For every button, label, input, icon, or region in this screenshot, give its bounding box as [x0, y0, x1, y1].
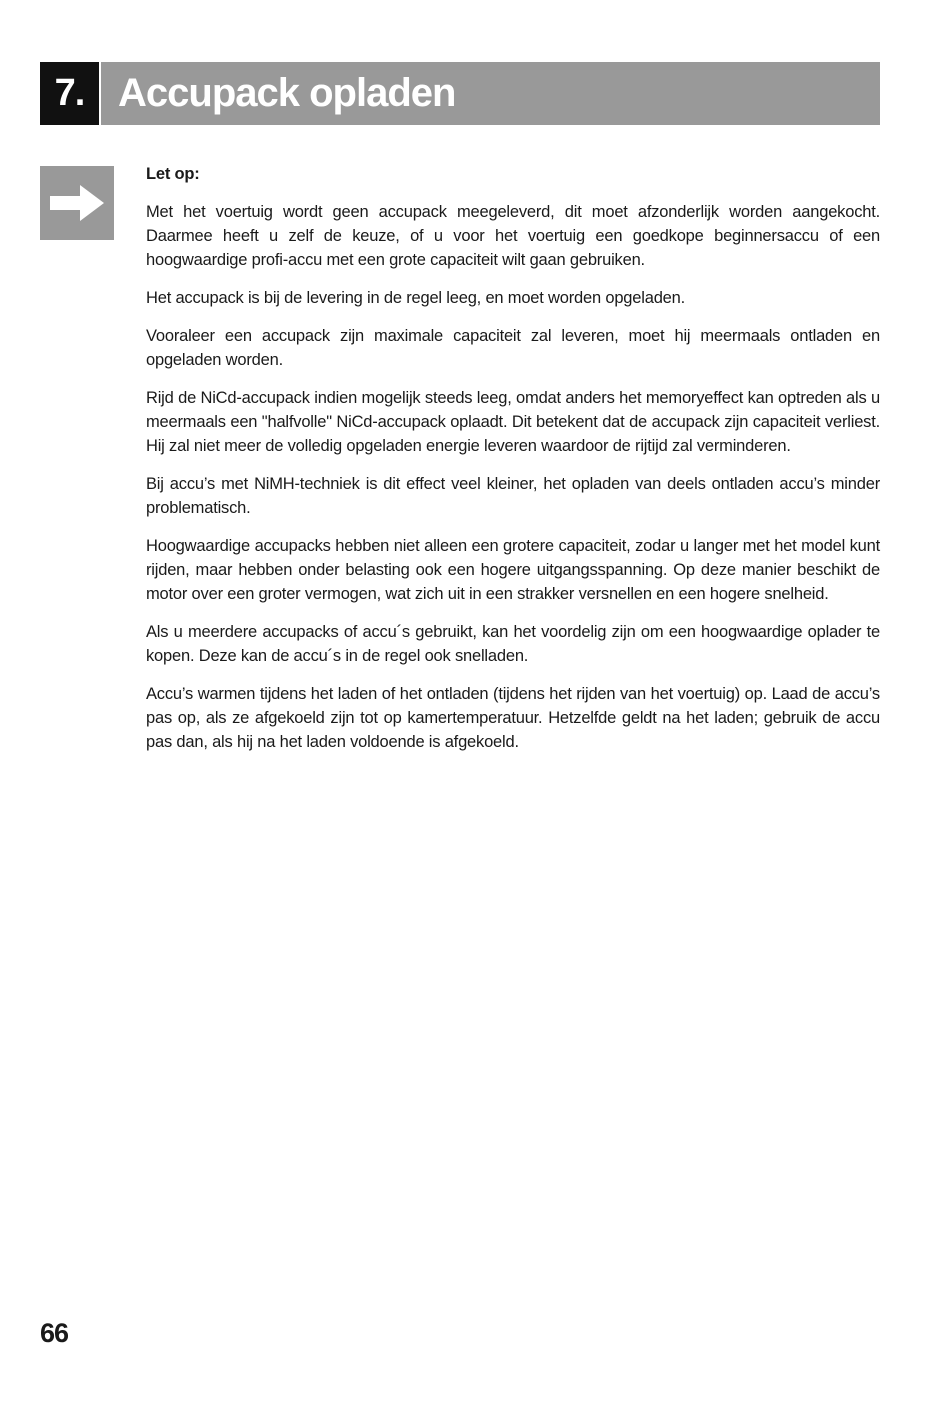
paragraph: Bij accu’s met NiMH-techniek is dit effect veel kleiner, het opladen van deels ontladen accu’s minder problematisch. [146, 475, 880, 517]
paragraph: Het accupack is bij de levering in de regel leeg, en moet worden opgeladen. [146, 289, 686, 307]
chapter-header [40, 62, 880, 125]
paragraph: Hoogwaardige accupacks hebben niet alleen een grotere capaciteit, zodar u langer met het model kunt rijden, maar hebben onder belasting ook een hogere uitgangsspanning. Op deze manier beschikt de motor over een groter vermogen, wat zich uit in een strakker versnellen en een hogere snelheid. [146, 537, 880, 603]
page-number: 66 [40, 1318, 69, 1348]
note-heading: Let op: [146, 165, 200, 183]
note-content [146, 162, 880, 768]
paragraph: Met het voertuig wordt geen accupack meegeleverd, dit moet afzonderlijk worden aangekocht. Daarmee heeft u zelf de keuze, of u voor het voertuig een goedkope beginnersaccu of een hoogwaardige profi-accu met een grote capaciteit wilt gaan gebruiken. [146, 203, 880, 269]
paragraph: Accu’s warmen tijdens het laden of het ontladen (tijdens het rijden van het voertuig) op. Laad de accu’s pas op, als ze afgekoeld zijn tot op kamertemperatuur. Hetzelfde geldt na het laden; gebruik de accu pas dan, als hij na het laden voldoende is afgekoeld. [146, 685, 880, 751]
chapter-number: 7. [40, 62, 99, 125]
chapter-title-bar [101, 62, 880, 125]
arrow-right-icon [40, 166, 114, 240]
arrow-right-icon-graphic [48, 183, 106, 223]
paragraph: Als u meerdere accupacks of accu´s gebruikt, kan het voordelig zijn om een hoogwaardige oplader te kopen. Deze kan de accu´s in de regel ook snelladen. [146, 623, 880, 665]
chapter-title: Accupack opladen [118, 71, 456, 115]
paragraph: Vooraleer een accupack zijn maximale capaciteit zal leveren, moet hij meermaals ontladen en opgeladen worden. [146, 327, 880, 369]
paragraph: Rijd de NiCd-accupack indien mogelijk steeds leeg, omdat anders het memoryeffect kan optreden als u meermaals een "halfvolle" NiCd-accupack oplaadt. Dit betekent dat de accupack zijn capaciteit verliest. Hij zal niet meer de volledig opgeladen energie leveren waardoor de rijtijd zal verminderen. [146, 389, 880, 455]
